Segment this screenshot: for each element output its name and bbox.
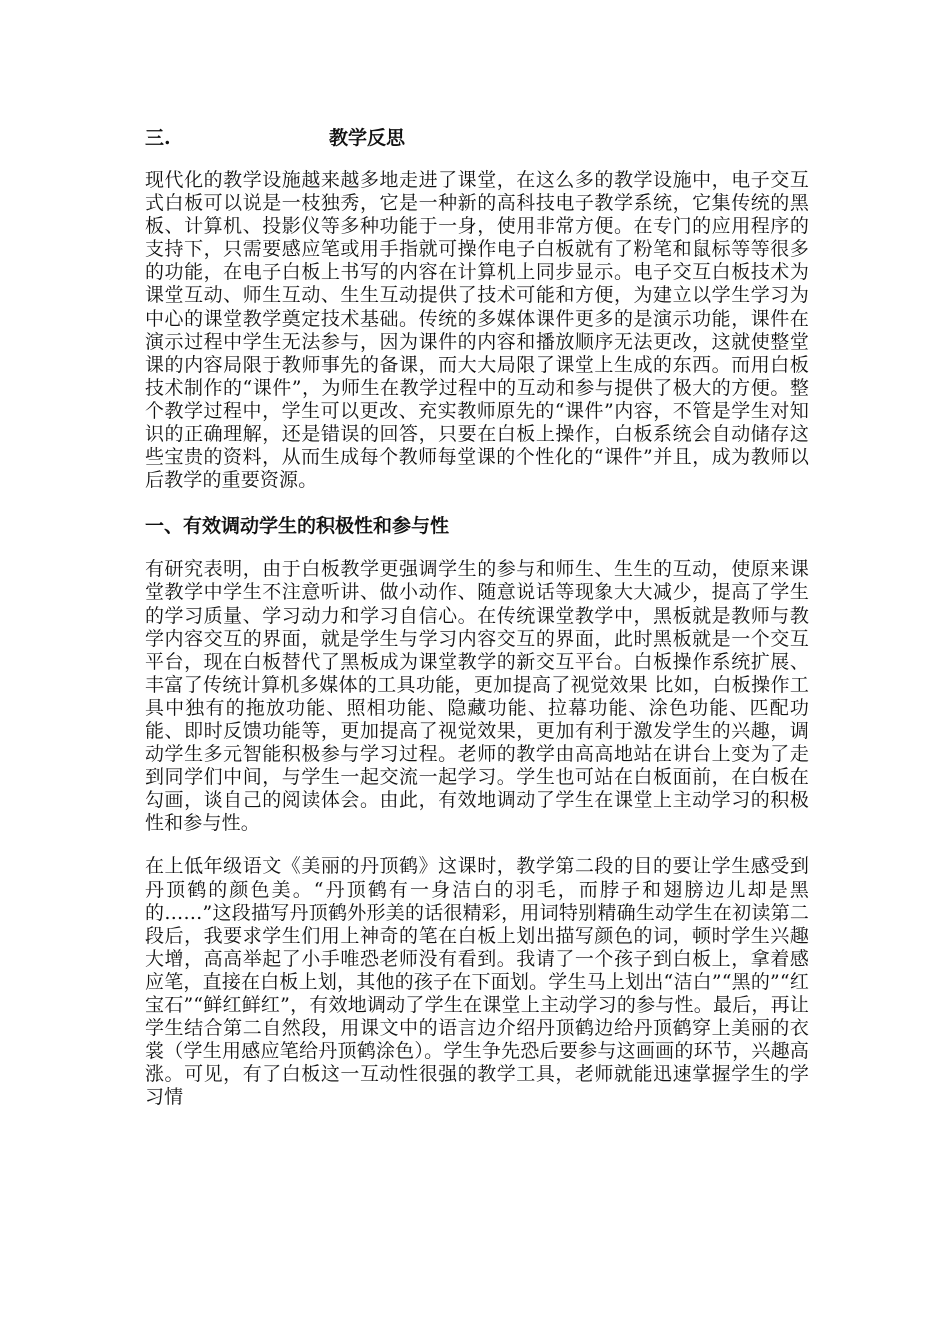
section-number: 三. <box>145 127 171 149</box>
section-title: 教学反思 <box>329 127 406 149</box>
document-body <box>145 124 809 1129</box>
paragraph-intro: 现代化的教学设施越来越多地走进了课堂，在这么多的教学设施中，电子交互式白板可以说是一枝独秀，它是一种新的高科技电子教学系统，它集传统的黑板、计算机、投影仪等多种功能于一身，使用非常方便。在专门的应用程序的支持下，只需要感应笔或用手指就可操作电子白板就有了粉笔和鼠标等等很多的功能，在电子白板上书写的内容在计算机上同步显示。电子交互白板技术为课堂互动、师生互动、生生互动提供了技术可能和方便，为建立以学生学习为中心的课堂教学奠定技术基础。传统的多媒体课件更多的是演示功能，课件在演示过程中学生无法参与，因为课件的内容和播放顺序无法更改，这就使整堂课的内容局限于教师事先的备课，而大大局限了课堂上生成的东西。而用白板技术制作的“课件”，为师生在教学过程中的互动和参与提供了极大的方便。整个教学过程中，学生可以更改、充实教师原先的“课件”内容，不管是学生对知识的正确理解，还是错误的回答，只要在白板上操作，白板系统会自动储存这些宝贵的资料，从而生成每个教师每堂课的个性化的“课件”并且，成为教师以后教学的重要资源。 <box>145 169 809 492</box>
paragraph-research: 有研究表明，由于白板教学更强调学生的参与和师生、生生的互动，使原来课堂教学中学生不注意听讲、做小动作、随意说话等现象大大减少，提高了学生的学习质量、学习动力和学习自信心。在传统课堂教学中，黑板就是教师与教学内容交互的界面，就是学生与学习内容交互的界面，此时黑板就是一个交互平台，现在白板替代了黑板成为课堂教学的新交互平台。白板操作系统扩展、丰富了传统计算机多媒体的工具功能，更加提高了视觉效果 比如，白板操作工具中独有的拖放功能、照相功能、隐藏功能、拉幕功能、涂色功能、匹配功能、即时反馈功能等，更加提高了视觉效果，更加有利于激发学生的兴趣，调动学生多元智能积极参与学习过程。老师的教学由高高地站在讲台上变为了走到同学们中间，与学生一起交流一起学习。学生也可站在白板面前，在白板在勾画，谈自己的阅读体会。由此，有效地调动了学生在课堂上主动学习的积极性和参与性。 <box>145 558 809 835</box>
section-heading <box>145 124 809 152</box>
paragraph-example: 在上低年级语文《美丽的丹顶鹤》这课时，教学第二段的目的要让学生感受到丹顶鹤的颜色美。“丹顶鹤有一身洁白的羽毛，而脖子和翅膀边儿却是黑的……”这段描写丹顶鹤外形美的话很精彩，用词特别精确生动学生在初读第二段后，我要求学生们用上神奇的笔在白板上划出描写颜色的词，顿时学生兴趣大增，高高举起了小手唯恐老师没有看到。我请了一个孩子到白板上，拿着感应笔，直接在白板上划，其他的孩子在下面划。学生马上划出“洁白”“黑的”“红宝石”“鲜红鲜红”，有效地调动了学生在课堂上主动学习的参与性。最后，再让学生结合第二自然段，用课文中的语言边介绍丹顶鹤边给丹顶鹤穿上美丽的衣裳（学生用感应笔给丹顶鹤涂色）。学生争先恐后要参与这画画的环节，兴趣高涨。可见，有了白板这一互动性很强的教学工具，老师就能迅速掌握学生的学习情 <box>145 855 809 1109</box>
subsection-heading: 一、有效调动学生的积极性和参与性 <box>145 515 450 538</box>
